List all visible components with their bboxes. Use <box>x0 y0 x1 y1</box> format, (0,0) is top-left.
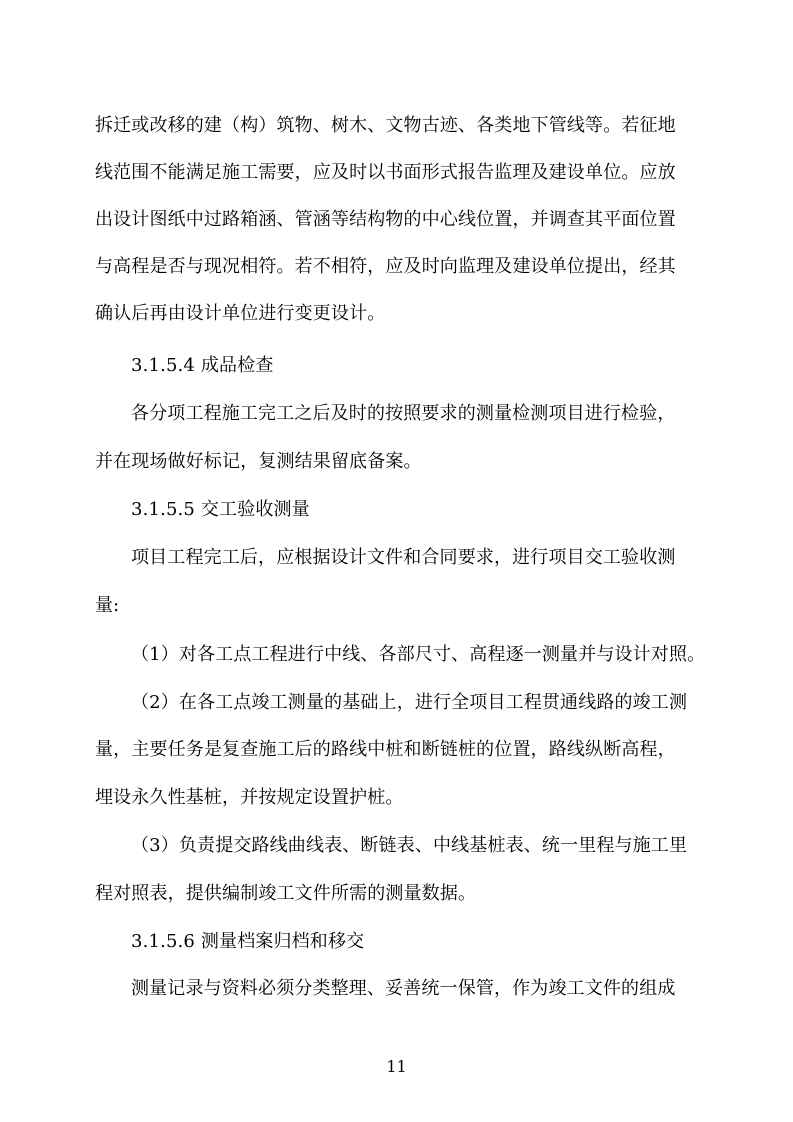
list-item-3-continuation: 程对照表，提供编制竣工文件所需的测量数据。 <box>95 883 477 904</box>
paragraph-line: 项目工程完工后，应根据设计文件和合同要求，进行项目交工验收测 <box>131 547 676 568</box>
paragraph-line: 各分项工程施工完工之后及时的按照要求的测量检测项目进行检验， <box>131 403 676 424</box>
section-heading-3-1-5-6: 3.1.5.6 测量档案归档和移交 <box>131 931 365 952</box>
section-heading-3-1-5-4: 3.1.5.4 成品检查 <box>131 355 274 376</box>
list-item-2: （2）在各工点竣工测量的基础上，进行全项目工程贯通线路的竣工测 <box>131 692 688 713</box>
list-item-2-continuation: 量，主要任务是复查施工后的路线中桩和断链桩的位置，路线纵断高程， <box>95 739 676 760</box>
paragraph-line: 量: <box>95 595 120 616</box>
paragraph-line: 测量记录与资料必须分类整理、妥善统一保管，作为竣工文件的组成 <box>131 978 676 999</box>
paragraph-continuation-line: 拆迁或改移的建（构）筑物、树木、文物古迹、各类地下管线等。若征地 <box>95 115 676 136</box>
list-item-2-continuation: 埋设永久性基桩，并按规定设置护桩。 <box>95 787 404 808</box>
paragraph-continuation-line: 确认后再由设计单位进行变更设计。 <box>95 303 386 324</box>
paragraph-continuation-line: 线范围不能满足施工需要，应及时以书面形式报告监理及建设单位。应放 <box>95 162 676 183</box>
page-number: 11 <box>386 1057 407 1076</box>
list-item-1: （1）对各工点工程进行中线、各部尺寸、高程逐一测量并与设计对照。 <box>131 644 706 665</box>
section-heading-3-1-5-5: 3.1.5.5 交工验收测量 <box>131 499 310 520</box>
paragraph-continuation-line: 与高程是否与现况相符。若不相符，应及时向监理及建设单位提出，经其 <box>95 256 676 277</box>
paragraph-continuation-line: 出设计图纸中过路箱涵、管涵等结构物的中心线位置，并调查其平面位置 <box>95 209 676 230</box>
list-item-3: （3）负责提交路线曲线表、断链表、中线基桩表、统一里程与施工里 <box>131 835 688 856</box>
paragraph-line: 并在现场做好标记，复测结果留底备案。 <box>95 451 422 472</box>
